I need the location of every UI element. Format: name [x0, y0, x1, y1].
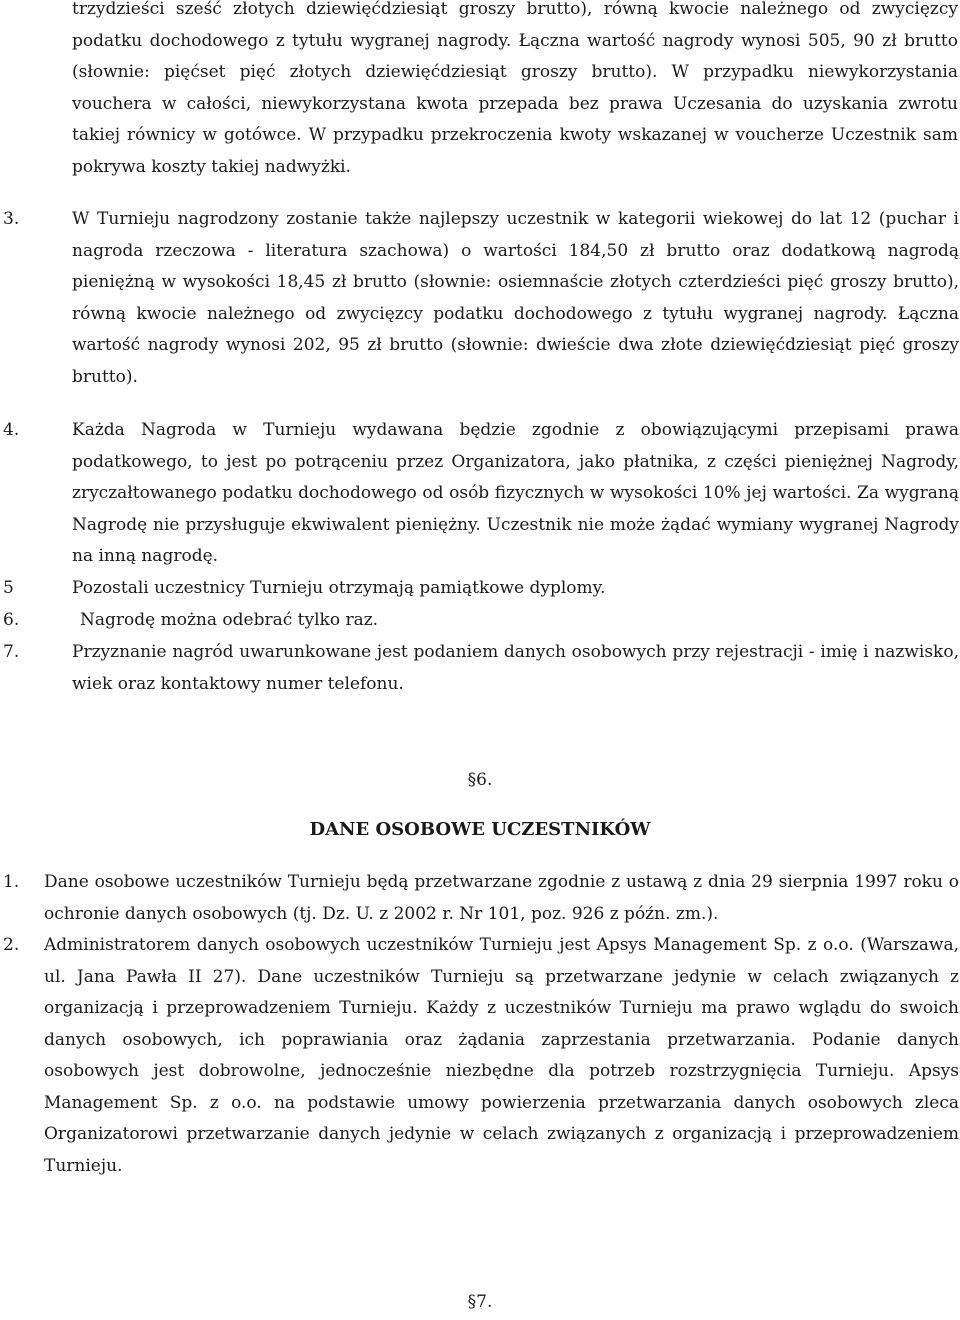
- list-item-number: 6.: [3, 610, 20, 630]
- list-item-5: [3, 573, 959, 605]
- list-item-number: 4.: [3, 420, 20, 440]
- list-item-3: [3, 204, 959, 393]
- list-item-7: [3, 637, 959, 700]
- list-item-text: Nagrodę można odebrać tylko raz.: [80, 610, 379, 630]
- section-6-mark: §6.: [467, 770, 493, 790]
- data-item-1: [3, 867, 959, 930]
- list-item-text: Pozostali uczestnicy Turnieju otrzymają pamiątkowe dyplomy.: [72, 578, 606, 598]
- list-item-number: 3.: [3, 209, 20, 229]
- list-item-text: Dane osobowe uczestników Turnieju będą przetwarzane zgodnie z ustawą z dnia 29 sierpnia 1997 roku o ochronie danych osobowych (tj. Dz. U. z 2002 r. Nr 101, poz. 926 z późn. zm.).: [44, 872, 959, 924]
- section-6-heading: DANE OSOBOWE UCZESTNIKÓW: [309, 819, 651, 840]
- data-item-2: [3, 930, 959, 1182]
- list-item-4: [3, 415, 959, 573]
- list-item-number: 5: [3, 578, 14, 598]
- list-item-number: 2.: [3, 935, 20, 955]
- list-item-number: 7.: [3, 642, 20, 662]
- list-item-text: Administratorem danych osobowych uczestników Turnieju jest Apsys Management Sp. z o.o. (Warszawa, ul. Jana Pawła II 27). Dane uczestników Turnieju są przetwarzane jedynie w celach związanych z organizacją i przeprowadzeniem Turnieju. Każdy z uczestników Turnieju ma prawo wglądu do swoich danych osobowych, ich poprawiania oraz żądania zaprzestania przetwarzania. Podanie danych osobowych jest dobrowolne, jednocześnie niezbędne dla potrzeb rozstrzygnięcia Turnieju. Apsys Management Sp. z o.o. na podstawie umowy powierzenia przetwarzania danych osobowych zleca Organizatorowi przetwarzanie danych jedynie w celach związanych z organizacją i przeprowadzeniem Turnieju.: [44, 935, 959, 1176]
- list-item-text: Przyznanie nagród uwarunkowane jest podaniem danych osobowych przy rejestracji - imię i nazwisko, wiek oraz kontaktowy numer telefonu.: [72, 642, 959, 694]
- list-item-text: W Turnieju nagrodzony zostanie także najlepszy uczestnik w kategorii wiekowej do lat 12 (puchar i nagroda rzeczowa - literatura szachowa) o wartości 184,50 zł brutto oraz dodatkową nagrodą pieniężną w wysokości 18,45 zł brutto (słownie: osiemnaście złotych czterdzieści pięć groszy brutto), równą kwocie należnego od zwycięzcy podatku dochodowego z tytułu wygranej nagrody. Łączna wartość nagrody wynosi 202, 95 zł brutto (słownie: dwieście dwa złote dziewięćdziesiąt pięć groszy brutto).: [72, 209, 959, 387]
- section-7-mark: §7.: [467, 1292, 493, 1312]
- list-item-6: [3, 605, 959, 637]
- list-item-number: 1.: [3, 872, 20, 892]
- prize-intro-paragraph: trzydzieści sześć złotych dziewięćdziesiąt groszy brutto), równą kwocie należnego od zwycięzcy podatku dochodowego z tytułu wygranej nagrody. Łączna wartość nagrody wynosi 505, 90 zł brutto (słownie: pięćset pięć złotych dziewięćdziesiąt groszy brutto). W przypadku niewykorzystania vouchera w całości, niewykorzystana kwota przepada bez prawa Uczesania do uzyskania zwrotu takiej równicy w gotówce. W przypadku przekroczenia kwoty wskazanej w voucherze Uczestnik sam pokrywa koszty takiej nadwyżki.: [72, 0, 958, 177]
- list-item-text: Każda Nagroda w Turnieju wydawana będzie zgodnie z obowiązującymi przepisami prawa podatkowego, to jest po potrąceniu przez Organizatora, jako płatnika, z części pieniężnej Nagrody, zryczałtowanego podatku dochodowego od osób fizycznych w wysokości 10% jej wartości. Za wygraną Nagrodę nie przysługuje ekwiwalent pieniężny. Uczestnik nie może żądać wymiany wygranej Nagrody na inną nagrodę.: [72, 420, 959, 566]
